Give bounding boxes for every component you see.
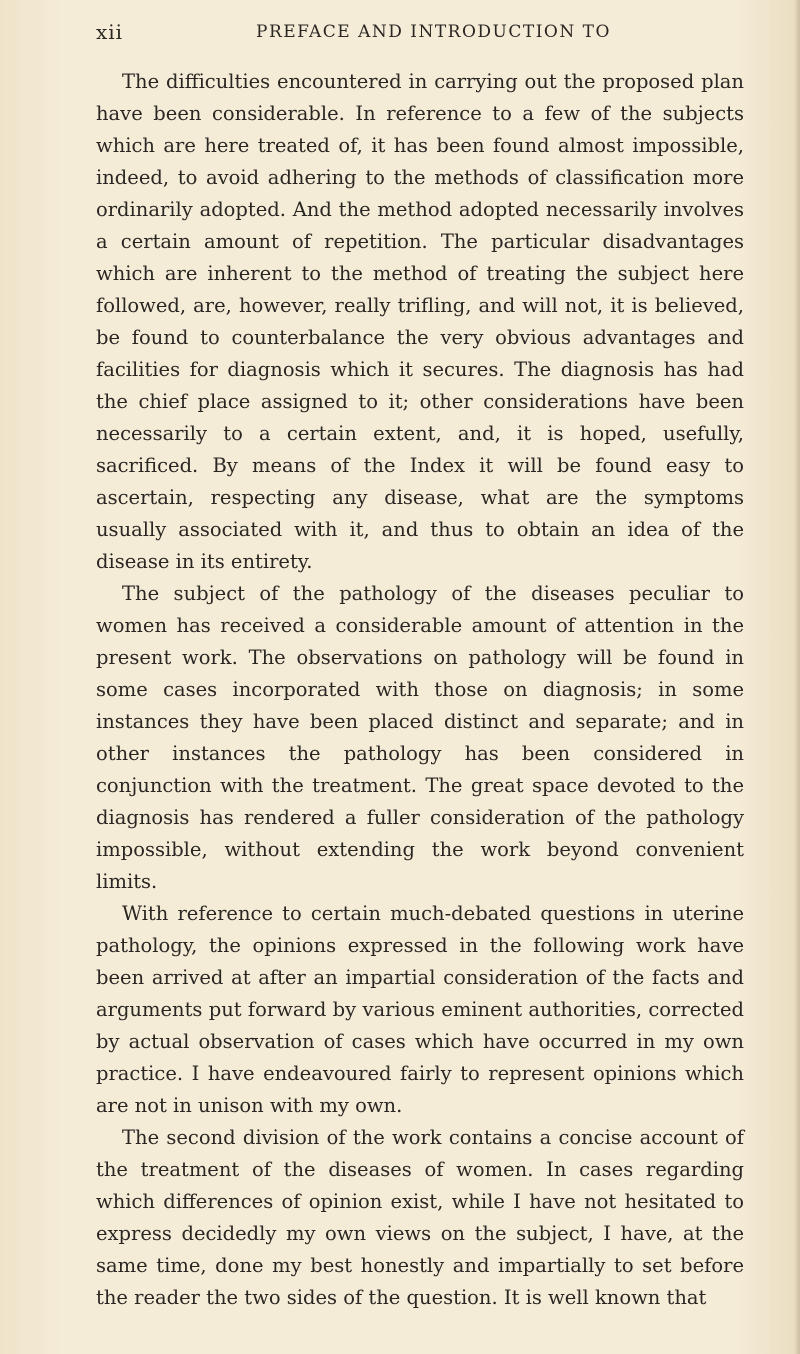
page-number: xii: [96, 20, 124, 44]
page-edge-shadow: [794, 0, 800, 1354]
paragraph: The difficulties encountered in carrying out the proposed plan have been considerable. In reference to a few of the subjects which are here treated of, it has been found almost impossible, indeed, to avoid adhering to the methods of classification more ordinarily adopted. And the method adopted necessarily involves a certain amount of repetition. The particular disadvantages which are inherent to the method of treating the subject here followed, are, however, really trifling, and will not, it is believed, be found to counterbalance the very obvious advantages and facilities for diagnosis which it secures. The diagnosis has had the chief place assigned to it; other considerations have been necessarily to a certain extent, and, it is hoped, usefully, sacrificed. By means of the Index it will be found easy to ascertain, respecting any disease, what are the symptoms usually associated with it, and thus to obtain an idea of the disease in its entirety.: [96, 70, 744, 573]
running-head: PREFACE AND INTRODUCTION TO: [256, 22, 611, 42]
paragraph: The second division of the work contains a concise account of the treatment of the diseases of women. In cases regarding which differences of opinion exist, while I have not hesitated to express decidedly my own views on the subject, I have, at the same time, done my best honestly and impartially to set before the reader the two sides of the question. It is well known that: [96, 1126, 744, 1309]
paragraph: With reference to certain much-debated questions in uterine pathology, the opinions expressed in the following work have been arrived at after an impartial consideration of the facts and arguments put forward by various eminent authorities, corrected by actual observation of cases which have occurred in my own practice. I have endeavoured fairly to represent opinions which are not in unison with my own.: [96, 902, 744, 1117]
paragraph: The subject of the pathology of the diseases peculiar to women has received a considerable amount of attention in the present work. The observations on pathology will be found in some cases incorporated with those on diagnosis; in some instances they have been placed distinct and separate; and in other instances the pathology has been considered in conjunction with the treatment. The great space devoted to the diagnosis has rendered a fuller consideration of the pathology impossible, without extending the work beyond convenient limits.: [96, 582, 744, 893]
page-header: [96, 20, 744, 50]
body-text: [96, 66, 744, 1314]
